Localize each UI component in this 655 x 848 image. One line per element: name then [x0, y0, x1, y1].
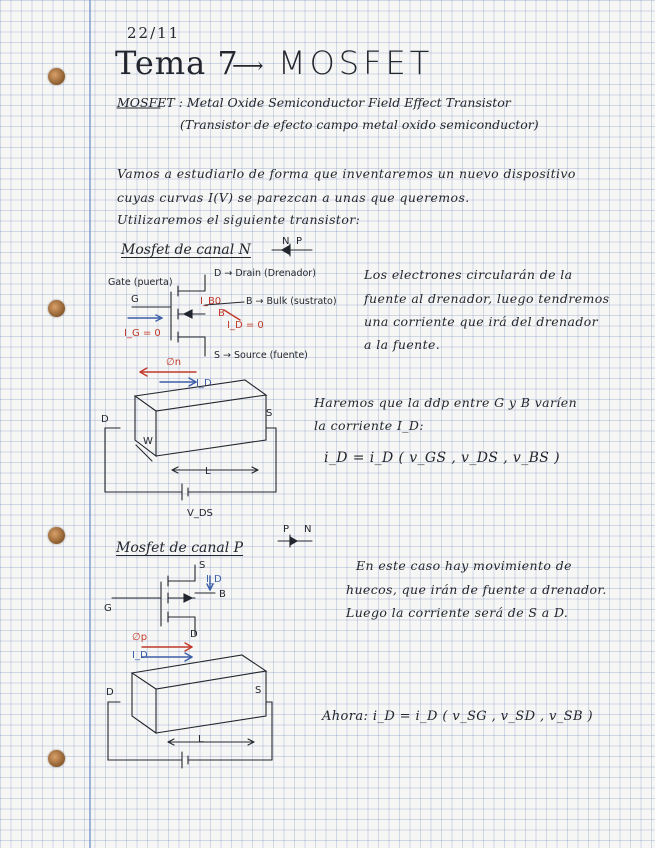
formula-n: i_D = i_D ( v_GS , v_DS , v_BS )	[324, 450, 561, 466]
p-note-line: huecos, que irán de fuente a drenador.	[346, 582, 607, 597]
date: 22/11	[127, 24, 181, 42]
symbol-label: N	[282, 236, 290, 247]
title-arrow-icon: ⟶	[232, 54, 264, 79]
symbol-label: N	[304, 524, 312, 535]
gate-current-zero: I_G = 0	[124, 328, 161, 339]
gate-g-label: G	[131, 294, 139, 305]
bulk-b-label: B	[218, 308, 225, 319]
electron-flux-label: ∅n	[166, 357, 182, 368]
block-width-label: W	[143, 436, 153, 447]
p-note-line: En este caso hay movimiento de	[356, 558, 572, 573]
symbol-label: P	[283, 524, 290, 535]
p-note-line: Luego la corriente será de S a D.	[346, 605, 569, 620]
symbol-label: P	[296, 236, 303, 247]
p-source-label: S	[199, 560, 206, 571]
acronym-translation: (Transistor de efecto campo metal oxido semiconductor)	[180, 117, 539, 132]
block-source-label: S	[266, 408, 273, 419]
drain-label: D → Drain (Drenador)	[214, 268, 316, 279]
vary-line: la corriente I_D:	[314, 418, 424, 433]
source-label: S → Source (fuente)	[214, 350, 308, 361]
p-block-source-label: S	[255, 685, 262, 696]
note-line: a la fuente.	[364, 337, 441, 352]
intro-line: cuyas curvas I(V) se parezcan a unas que queremos.	[117, 190, 470, 205]
intro-line: Utilizaremos el siguiente transistor:	[117, 212, 361, 227]
topic-title: Tema 7	[115, 44, 239, 82]
note-line: fuente al drenador, luego tendremos	[364, 291, 610, 306]
bulk-label: B → Bulk (sustrato)	[246, 296, 337, 307]
vds-label: V_DS	[187, 508, 213, 519]
note-line: una corriente que irá del drenador	[364, 314, 599, 329]
hole-flux-label: ∅p	[132, 632, 148, 643]
block-length-label: L	[205, 466, 211, 477]
p-gate-label: G	[104, 603, 112, 614]
p-block-length-label: L	[198, 734, 204, 745]
block-drain-label: D	[101, 414, 109, 425]
p-block-drain-label: D	[106, 687, 114, 698]
drain-current-arrow-label: I_D	[196, 378, 212, 389]
section-heading-p: Mosfet de canal P	[116, 540, 244, 556]
bulk-current-label: I_B0	[200, 296, 222, 307]
topic-subject: MOSFET	[278, 44, 434, 82]
drain-current-zero: I_D = 0	[227, 320, 264, 331]
section-heading-n: Mosfet de canal N	[121, 242, 251, 258]
p-bulk-label: B	[219, 589, 226, 600]
intro-line: Vamos a estudiarlo de forma que inventaremos un nuevo dispositivo	[117, 166, 576, 181]
p-drain-label: D	[190, 629, 198, 640]
vary-line: Haremos que la ddp entre G y B varíen	[314, 395, 578, 410]
note-line: Los electrones circularán de la	[364, 267, 573, 282]
formula-p: Ahora: i_D = i_D ( v_SG , v_SD , v_SB )	[322, 709, 593, 724]
p-drain-current-label: I_D	[206, 574, 222, 585]
acronym-definition: MOSFET : Metal Oxide Semiconductor Field Effect Transistor	[117, 95, 511, 110]
gate-label: Gate (puerta)	[108, 277, 173, 288]
p-current-arrow-label: I_D	[132, 650, 148, 661]
